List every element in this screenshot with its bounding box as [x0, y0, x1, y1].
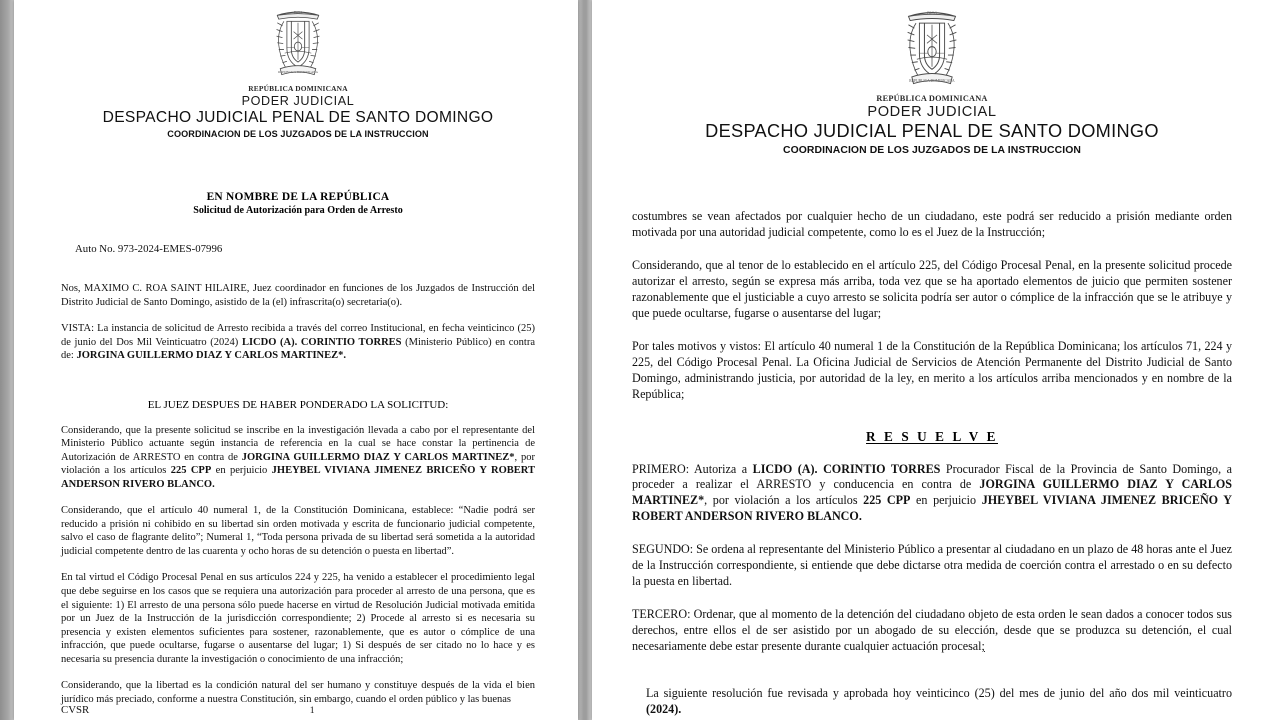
- paragraph-considerando-3: En tal virtud el Código Procesal Penal en sus artículos 224 y 225, ha venido a establecer el procedimiento legal que debe seguirse en los casos que se requiera una autorización para proceder al arresto de una persona, que es el siguiente: 1) El arresto de una persona sólo puede hacerse en virtud de Resolución Judicial motivada emitida por un Juez de la Instrucción de la jurisdicción correspondiente; 2) Procede al arresto si es necesaria su presencia y existen elementos suficientes para sostener, razonablemente, que es autor o cómplice de una infracción, que puede ocultarse, fugarse o ausentarse del lugar; 1) Si después de ser citado no lo hace y es necesaria su presencia durante la investigación o conocimiento de una infracción;: [61, 572, 535, 665]
- svg-text:REPUBLICA DOMINICANA: REPUBLICA DOMINICANA: [909, 78, 955, 83]
- resuelve-heading: R E S U E L V E: [866, 428, 998, 444]
- cons1-text-3: en perjuicio: [211, 465, 272, 477]
- coat-of-arms-icon: [890, 6, 974, 94]
- document-subtitle: Solicitud de Autorización para Orden de Arresto: [193, 205, 403, 216]
- letterhead-office: DESPACHO JUDICIAL PENAL DE SANTO DOMINGO: [102, 109, 494, 126]
- letterhead-department: COORDINACION DE LOS JUZGADOS DE LA INSTRUCCION: [782, 145, 1082, 156]
- vista-defendants: JORGINA GUILLERMO DIAZ Y CARLOS MARTINEZ*.: [76, 350, 347, 362]
- page-gutter: [578, 0, 592, 720]
- footer-ref-code: CVSR: [61, 704, 90, 716]
- paragraph-considerando-5: Considerando, que al tenor de lo establecido en el artículo 225, del Código Procesal Penal, en la presente solicitud procede autorizar el arresto, según se expresa más arriba, toda vez que se ha aportado elementos de juicio que permiten sostener razonablemente que el justiciable a cuyo arresto se solicita podría ser autor o cómplice de la infracción que se le atribuye y que puede ocultarse, fugarse o ausentarse del lugar;: [632, 257, 1232, 320]
- viewer-left-edge: [0, 0, 14, 720]
- footer-page-number: 1: [309, 705, 315, 716]
- cons1-defendants: JORGINA GUILLERMO DIAZ Y CARLOS MARTINEZ*: [241, 451, 515, 463]
- paragraph-nos: Nos, MAXIMO C. ROA SAINT HILAIRE, Juez coordinador en funciones de los Juzgados de Instrucción del Distrito Judicial de Santo Domingo, asistido de la (el) infrascrita(o) secretaria(o).: [61, 283, 535, 308]
- paragraph-tercero: [632, 607, 1232, 655]
- page-1-footer: [61, 704, 535, 716]
- paragraph-considerando-1: [61, 424, 535, 492]
- svg-text:DIOS: DIOS: [927, 10, 937, 16]
- document-page-2[interactable]: [592, 0, 1280, 720]
- letterhead-branch: PODER JUDICIAL: [867, 104, 997, 120]
- document-page-1[interactable]: [14, 0, 578, 720]
- primero-text-1: PRIMERO: Autoriza a: [632, 461, 753, 476]
- cons1-text-2: , por violación a los artículos: [61, 451, 535, 477]
- vista-text-2: (Ministerio Público) en contra de:: [61, 336, 536, 362]
- cons1-victims: JHEYBEL VIVIANA JIMENEZ BRICEÑO Y ROBERT ANDERSON RIVERO BLANCO.: [61, 465, 535, 490]
- document-title: EN NOMBRE DE LA REPÚBLICA: [206, 191, 390, 203]
- paragraph-primero: [632, 462, 1232, 526]
- paragraph-por-tales-motivos: Por tales motivos y vistos: El artículo 40 numeral 1 de la Constitución de la República Dominicana; los artículos 71, 224 y 225, del Código Procesal Penal. La Oficina Judicial de Servicios de Atención Permanente del Distrito Judicial de Santo Domingo, administrando justicia, por autoridad de la ley, en merito a los artículos arriba mencionados y en nombre de la República;: [632, 338, 1232, 401]
- letterhead-office: DESPACHO JUDICIAL PENAL DE SANTO DOMINGO: [705, 121, 1159, 141]
- paragraph-continuation: costumbres se vean afectados por cualquier hecho de un ciudadano, este podrá ser reducido a prisión mediante orden motivada por una autoridad judicial competente, como lo es el Juez de la Instrucción;: [632, 209, 1232, 239]
- vista-prosecutor-name: LICDO (A). CORINTIO TORRES: [241, 336, 402, 348]
- tercero-trailing-mark: ;: [981, 639, 985, 654]
- letterhead-page-1: [61, 6, 535, 139]
- coat-of-arms-icon: [261, 6, 335, 84]
- primero-defendants: JORGINA GUILLERMO DIAZ Y CARLOS MARTINEZ*: [632, 477, 1232, 508]
- primero-article: 225 CPP: [863, 493, 911, 508]
- letterhead-country: REPÚBLICA DOMINICANA: [876, 94, 988, 103]
- primero-text-2: Procurador Fiscal de la Provincia de Santo Domingo, a proceder a realizar el ARRESTO y conducencia en contra de: [632, 461, 1232, 492]
- svg-text:DIOS: DIOS: [293, 10, 303, 15]
- paragraph-considerando-2: Considerando, que el artículo 40 numeral 1, de la Constitución Dominicana, establece: “Nadie podrá ser reducido a prisión ni cohibido en su libertad sin orden motivada y escrita de funcionario judicial competente, salvo el caso de flagrante delito”; Numeral 1, “Toda persona privada de su libertad será sometida a la autoridad judicial competente dentro de las cuarenta y ocho horas de su detención o puesta en libertad”.: [61, 505, 535, 557]
- paragraph-vista: [61, 322, 535, 363]
- judge-consideration-heading: EL JUEZ DESPUES DE HABER PONDERADO LA SOLICITUD:: [147, 398, 449, 411]
- auto-number: Auto No. 973-2024-EMES-07996: [75, 243, 223, 255]
- primero-text-4: en perjuicio: [910, 493, 982, 508]
- cons1-article: 225 CPP: [170, 465, 212, 477]
- cierre-year: (2024).: [646, 702, 682, 717]
- letterhead-department: COORDINACION DE LOS JUZGADOS DE LA INSTRUCCION: [167, 129, 429, 139]
- letterhead-country: REPÚBLICA DOMINICANA: [248, 84, 348, 93]
- cons1-text-1: Considerando, que la presente solicitud se inscribe en la investigación llevada a cabo por el representante del Ministerio Público actuante según instancia de referencia en la cual se hace constar la pertinencia de Autorización de ARRESTO en contra de: [61, 424, 535, 463]
- primero-victims: JHEYBEL VIVIANA JIMENEZ BRICEÑO Y ROBERT ANDERSON RIVERO BLANCO.: [632, 493, 1232, 524]
- letterhead-branch: PODER JUDICIAL: [241, 94, 355, 108]
- svg-text:REPUBLICA DOMINICANA: REPUBLICA DOMINICANA: [278, 70, 318, 75]
- cierre-text: La siguiente resolución fue revisada y aprobada hoy veinticinco (25) del mes de junio del año dos mil veinticuatro: [646, 686, 1232, 701]
- paragraph-considerando-4: Considerando, que la libertad es la condición natural del ser humano y constituye después de la vida el bien jurídico más preciado, conforme a nuestra Constitución, sin embargo, cuando el orden público y las buenas: [61, 680, 535, 705]
- vista-text-1: VISTA: La instancia de solicitud de Arresto recibida a través del correo Institucional, en fecha veinticinco (25) de junio del Dos Mil Veinticuatro (2024): [61, 323, 535, 348]
- tercero-text: TERCERO: Ordenar, que al momento de la detención del ciudadano objeto de esta orden le sean dados a conocer todos sus derechos, entre ellos el de ser asistido por un abogado de su elección, desde que se produzca su detención, el cual necesariamente debe estar presente durante cualquier actuación procesal: [632, 607, 1232, 654]
- primero-prosecutor-name: LICDO (A). CORINTIO TORRES: [752, 461, 941, 476]
- paragraph-segundo: SEGUNDO: Se ordena al representante del Ministerio Público a presentar al ciudadano en un plazo de 48 horas ante el Juez de la Instrucción correspondiente, si entiende que debe dictarse otra medida de coerción contra el arrestado o en su defecto la puesta en libertad.: [632, 542, 1232, 589]
- primero-text-3: , por violación a los artículos: [704, 493, 864, 508]
- letterhead-page-2: [632, 6, 1232, 156]
- paragraph-cierre: [646, 686, 1232, 718]
